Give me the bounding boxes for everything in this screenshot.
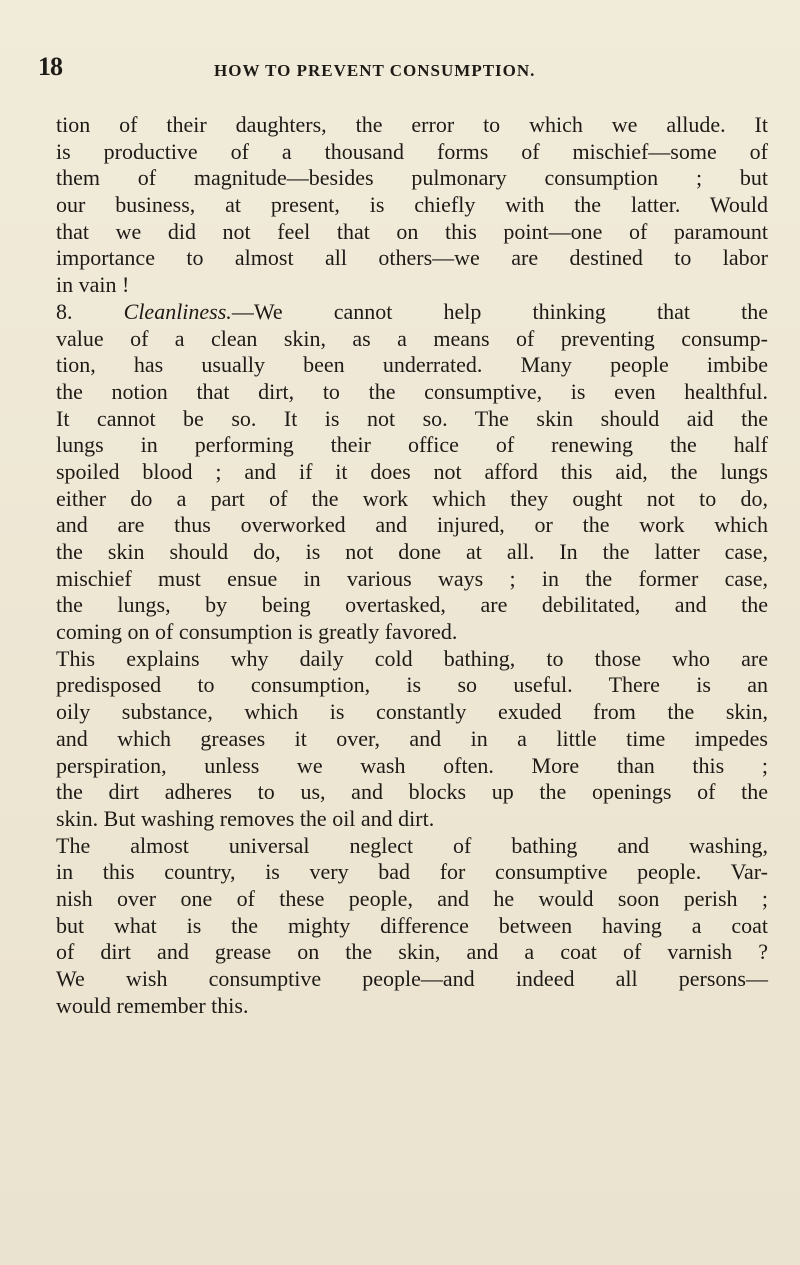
text-line: We wish consumptive people—and indeed all persons— <box>56 966 768 991</box>
text-line: the lungs, by being overtasked, are debilitated, and the <box>56 592 768 618</box>
text-line: value of a clean skin, as a means of preventing consump- <box>56 325 768 351</box>
text-line: skin. But washing removes the oil and dirt. <box>56 805 435 831</box>
text-line: The almost universal neglect of bathing and washing, <box>56 832 768 858</box>
section-number: 8. <box>56 298 124 324</box>
text-line: but what is the mighty difference between having a coat <box>56 912 768 938</box>
text-line: the dirt adheres to us, and blocks up the openings of the <box>56 779 768 805</box>
text-line: spoiled blood ; and if it does not afford this aid, the lungs <box>56 458 768 484</box>
text-line: in this country, is very bad for consumptive people. Var- <box>56 859 768 885</box>
text-line: that we did not feel that on this point—one of paramount <box>56 218 768 244</box>
page-number: 18 <box>38 52 62 81</box>
section-heading-line <box>56 299 768 326</box>
running-head <box>0 52 800 82</box>
text-line: lungs in performing their office of renewing the half <box>56 432 768 458</box>
text-line: coming on of consumption is greatly favored. <box>56 619 458 645</box>
text-line: is productive of a thousand forms of mischief—some of <box>56 138 768 164</box>
text-line: tion of their daughters, the error to which we allude. It <box>56 112 768 137</box>
section-heading-rest: —We cannot help thinking that the <box>231 298 768 324</box>
text-line: either do a part of the work which they ought not to do, <box>56 485 768 511</box>
text-line: in vain ! <box>56 272 130 298</box>
text-line: importance to almost all others—we are destined to labor <box>56 245 768 271</box>
text-line: of dirt and grease on the skin, and a coat of varnish ? <box>56 939 768 965</box>
text-line: them of magnitude—besides pulmonary consumption ; but <box>56 165 768 191</box>
section-heading: Cleanliness. <box>123 298 232 324</box>
text-line: predisposed to consumption, is so useful. There is an <box>56 672 768 698</box>
body-text <box>56 112 768 1019</box>
text-line: our business, at present, is chiefly with the latter. Would <box>56 192 768 218</box>
running-title: HOW TO PREVENT CONSUMPTION. <box>214 61 536 80</box>
text-line: mischief must ensue in various ways ; in the former case, <box>56 565 768 591</box>
text-line: the notion that dirt, to the consumptive, is even healthful. <box>56 378 768 404</box>
text-line: nish over one of these people, and he would soon perish ; <box>56 885 768 911</box>
text-line: This explains why daily cold bathing, to those who are <box>56 645 768 671</box>
text-line: It cannot be so. It is not so. The skin should aid the <box>56 405 768 431</box>
text-line: perspiration, unless we wash often. More than this ; <box>56 752 768 778</box>
text-line: would remember this. <box>56 992 249 1018</box>
text-line: oily substance, which is constantly exuded from the skin, <box>56 699 768 725</box>
text-line: and which greases it over, and in a little time impedes <box>56 725 768 751</box>
text-line: the skin should do, is not done at all. In the latter case, <box>56 539 768 564</box>
text-line: tion, has usually been underrated. Many people imbibe <box>56 352 768 378</box>
text-line: and are thus overworked and injured, or the work which <box>56 512 768 538</box>
